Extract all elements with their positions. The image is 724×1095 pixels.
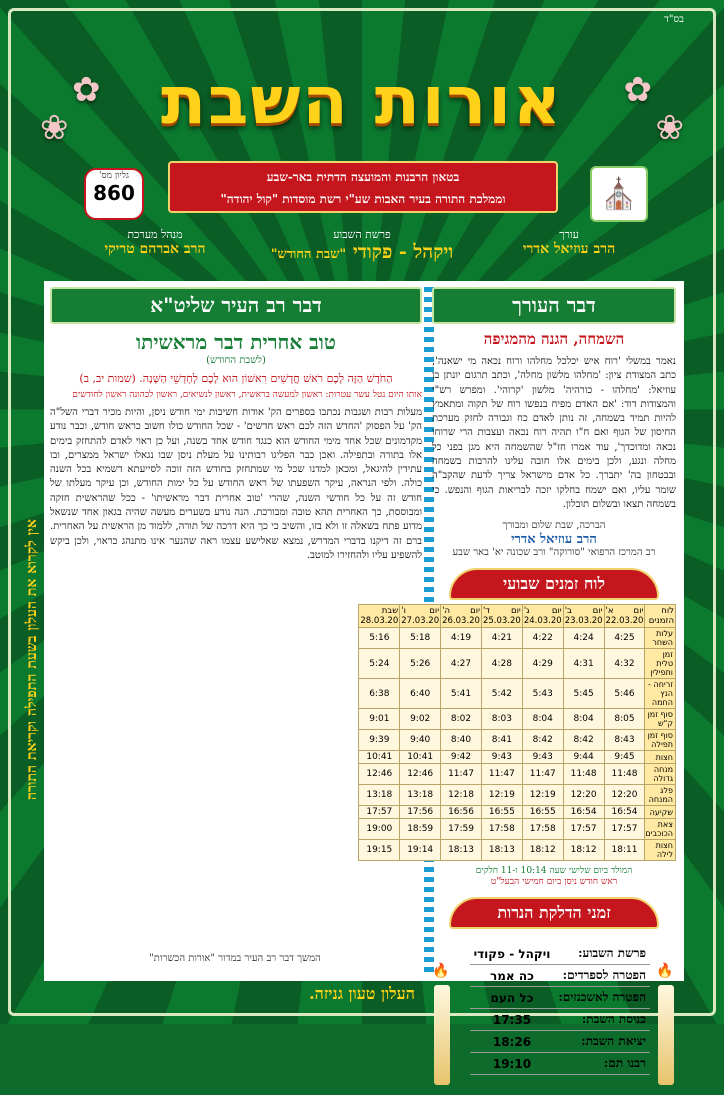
zmanim-cell: 9:39 [359, 730, 400, 751]
zmanim-header-cell: יום ו' 27.03.20 [401, 606, 440, 627]
newsletter-title: אורות השבת [161, 62, 563, 139]
zmanim-cell: 8:04 [563, 709, 604, 730]
zmanim-cell: 13:18 [359, 785, 400, 806]
zmanim-cell: 5:42 [481, 679, 522, 709]
editor-heading: דבר העורך [432, 287, 676, 324]
hadlaka-value: 18:26 [470, 1031, 555, 1053]
candle-lighting-box [432, 935, 676, 1095]
zmanim-cell: 8:42 [563, 730, 604, 751]
rabbi-heading: דבר רב העיר שליט"א [50, 287, 422, 324]
manager-name: הרב אברהם טריקי [104, 241, 206, 257]
zmanim-cell: 18:13 [481, 840, 522, 861]
zmanim-cell: 5:41 [441, 679, 482, 709]
zmanim-cell: 5:43 [522, 679, 563, 709]
zmanim-cell: 5:16 [359, 628, 400, 649]
issue-label: גליון מס' [99, 171, 129, 181]
zmanim-cell: 8:03 [481, 709, 522, 730]
signature-title: רב המרכז הרפואי "סורוקה" ורב שכונה יא' באר שבע [452, 547, 656, 559]
hadlaka-row [470, 1053, 650, 1075]
manager-label: מנהל מערכת [127, 228, 183, 241]
zmanim-cell: 17:57 [563, 819, 604, 840]
hadlaka-value: כל העם [470, 987, 555, 1009]
issue-box [84, 168, 144, 220]
zmanim-cell: 4:27 [441, 649, 482, 679]
zmanim-header-cell: יום ד' 25.03.20 [482, 606, 521, 627]
zmanim-cell: 12:46 [400, 764, 441, 785]
zmanim-header-cell: יום ב' 23.03.20 [564, 606, 603, 627]
zmanim-cell: 12:18 [441, 785, 482, 806]
zmanim-cell: 9:43 [481, 751, 522, 764]
hadlaka-table [470, 943, 650, 1075]
flower-icon: ❀ [655, 108, 684, 148]
zmanim-cell: 18:11 [604, 840, 645, 861]
zmanim-cell: 9:43 [522, 751, 563, 764]
rabbi-subheading: טוב אחרית דבר מראשיתו [136, 330, 336, 354]
zmanim-header-cell: יום א' 22.03.20 [605, 606, 644, 627]
zmanim-cell: 18:59 [400, 819, 441, 840]
zmanim-cell: 4:31 [563, 649, 604, 679]
zmanim-cell: 4:29 [522, 649, 563, 679]
zmanim-cell: 6:38 [359, 679, 400, 709]
zmanim-cell: 8:42 [522, 730, 563, 751]
zmanim-title: לוח זמנים שבועי [449, 568, 659, 600]
zmanim-cell: 5:26 [400, 649, 441, 679]
hadlaka-row [470, 1009, 650, 1031]
zmanim-cell: 11:47 [441, 764, 482, 785]
zmanim-cell: 19:00 [359, 819, 400, 840]
editor-signature [432, 520, 676, 558]
zmanim-row-label: עלות השחר [645, 628, 676, 649]
zmanim-cell: 13:18 [400, 785, 441, 806]
rabbi-note: (לשבת החודש) [206, 355, 266, 366]
zmanim-cell: 16:55 [481, 806, 522, 819]
zmanim-cell: 8:43 [604, 730, 645, 751]
zmanim-row-label: שקיעה [645, 806, 676, 819]
footer-geniza-note: העלון טעון גניזה. [309, 984, 415, 1003]
flower-icon: ✿ [72, 70, 101, 110]
zmanim-cell: 9:45 [604, 751, 645, 764]
signature-intro: הברכה, שבת שלום ומבורך [502, 520, 606, 532]
zmanim-cell: 4:25 [604, 628, 645, 649]
zmanim-cell: 9:01 [359, 709, 400, 730]
zmanim-cell: 17:56 [400, 806, 441, 819]
flower-icon: ❀ [40, 108, 69, 148]
zmanim-cell: 9:40 [400, 730, 441, 751]
zmanim-cell: 17:58 [481, 819, 522, 840]
zmanim-cell: 18:13 [441, 840, 482, 861]
zmanim-cell: 10:41 [400, 751, 441, 764]
editor-label: עורך [559, 228, 579, 241]
zmanim-cell: 5:45 [563, 679, 604, 709]
zmanim-cell: 12:46 [359, 764, 400, 785]
side-warning-text: אין לקרוא את העלון בשעת התפילה וקריאת התורה [24, 519, 40, 801]
zmanim-row-label: פלג המנחה [645, 785, 676, 806]
zmanim-cell: 9:42 [441, 751, 482, 764]
rosh-chodesh-line: ראש חודש ניסן ביום חמישי הבעל"ט [490, 877, 618, 888]
hadlaka-label: הפטרה לאשכנזים: [554, 987, 650, 1009]
zmanim-cell: 11:48 [563, 764, 604, 785]
zmanim-cell: 5:24 [359, 649, 400, 679]
zmanim-cell: 12:20 [563, 785, 604, 806]
zmanim-cell: 4:32 [604, 649, 645, 679]
zmanim-cell: 18:12 [522, 840, 563, 861]
zmanim-cell: 8:40 [441, 730, 482, 751]
zmanim-cell: 19:15 [359, 840, 400, 861]
editor-subheading: השמחה, הגנה מהמגיפה [483, 330, 625, 348]
zmanim-cell: 10:41 [359, 751, 400, 764]
zmanim-row-label: סוף זמן ק"ש [645, 709, 676, 730]
kol-yehuda-logo: ⛪ [590, 166, 648, 222]
hadlaka-row [470, 1031, 650, 1053]
zmanim-cell: 4:22 [522, 628, 563, 649]
molad-info [432, 865, 676, 887]
zmanim-cell: 6:40 [400, 679, 441, 709]
zmanim-cell: 9:02 [400, 709, 441, 730]
parasha-name [252, 241, 472, 264]
zmanim-row-label: צאת הכוכבים [645, 819, 676, 840]
zmanim-cell: 16:54 [563, 806, 604, 819]
rabbi-verse: הַחֹדֶשׁ הַזֶּה לָכֶם רֹאשׁ חֳדָשִׁים רִאשׁוֹן הוּא לָכֶם לְחָדְשֵׁי הַשָּׁנָה. (שמות יב, ב) [79, 372, 393, 385]
zmanim-cell: 5:18 [400, 628, 441, 649]
zmanim-cell: 8:02 [441, 709, 482, 730]
hadlaka-label: פרשת השבוע: [554, 943, 650, 965]
molad-line: המולד ביום שלישי שעה 10:14 ו-11 חלקים [475, 866, 633, 877]
hadlaka-title: זמני הדלקת הנרות [449, 897, 659, 929]
editor-block [494, 228, 644, 258]
rabbi-continuation-note: המשך דבר רב העיר במדור "אורות הכשרות" [149, 953, 321, 964]
hadlaka-value: 19:10 [470, 1053, 555, 1075]
hadlaka-label: רבנו תם: [554, 1053, 650, 1075]
manager-block [80, 228, 230, 258]
zmanim-cell: 12:19 [522, 785, 563, 806]
zmanim-cell: 4:28 [481, 649, 522, 679]
zmanim-cell: 4:19 [441, 628, 482, 649]
rabbi-column [50, 287, 422, 977]
parasha-label: פרשת השבוע [333, 228, 391, 241]
zmanim-cell: 17:59 [441, 819, 482, 840]
zmanim-cell: 8:41 [481, 730, 522, 751]
header-ribbon [168, 161, 558, 213]
zmanim-cell: 8:04 [522, 709, 563, 730]
zmanim-cell: 17:57 [359, 806, 400, 819]
zmanim-cell: 11:47 [481, 764, 522, 785]
zmanim-cell: 19:14 [400, 840, 441, 861]
zmanim-cell: 12:19 [481, 785, 522, 806]
zmanim-cell: 12:20 [604, 785, 645, 806]
zmanim-row-label: מנחה גדולה [645, 764, 676, 785]
zmanim-cell: 11:47 [522, 764, 563, 785]
ribbon-line-2: וממלכת התורה בעיר האבות שע"י רשת מוסדות "קול יהודה" [220, 192, 506, 206]
zmanim-cell: 16:56 [441, 806, 482, 819]
zmanim-row-label: זמן טלית ותפילין [645, 649, 676, 679]
shabbat-name: "שבת החודש" [270, 247, 347, 262]
zmanim-cell: 4:21 [481, 628, 522, 649]
zmanim-header-cell: לוח הזמנים [645, 605, 676, 628]
zmanim-row-label: סוף זמן תפילה [645, 730, 676, 751]
rabbi-small-note: אותו היום נטל עשר עטרות: ראשון למעשה בראשית, ראשון לנשיאים, ראשון לכהונה ראשון לחודשים [72, 390, 422, 400]
ribbon-line-1: בטאון הרבנות והמועצה הדתית באר-שבע [266, 170, 460, 184]
zmanim-cell: 4:24 [563, 628, 604, 649]
parasha-title: ויקהל - פקודי [352, 241, 454, 263]
zmanim-cell: 9:44 [563, 751, 604, 764]
hadlaka-value: 17:35 [470, 1009, 555, 1031]
zmanim-cell: 18:12 [563, 840, 604, 861]
bsd-mark: בס"ד [664, 14, 684, 25]
hadlaka-value: ויקהל - פקודי [470, 943, 555, 965]
zmanim-header-cell: יום ג' 24.03.20 [523, 606, 562, 627]
zmanim-cell: 16:55 [522, 806, 563, 819]
editor-body: נאמר במשלי 'רוח איש יכלכל מחלהו ורוח נכאה מי ישאנה', כתב המצודת ציון: 'מחלהו מלשון מחלה', וכתב תרגום יונתן בן עוזיאל: 'מחלהו - כורהיה' מלשון 'קרוהי'. ומפרש רש"י והמצודות דוד: 'אם האדם מפיח בנפשו רוח של תקוה ומתאמץ להיות תמיד בשמחה, זה נותן לאדם כח וגבורה לחזק מערכת החיסון של הגוף ואם ח"ו תהיה רוח נכאה ועצבות הרי שרוחו נכאה ומדוכדך', עוד אמרו חז"ל שהשמחה היא מגן בפני כל מחלה ונגע, ולכן בימים אלו חובה עלינו להרבות בשמחה ובבטחון בה' יתברך. כל אדם מישראל צריך לדעת שהקב"ה שומר עליו, ואם ישמח בחלקו יזכה לבריאות הגוף והנפש. כי בשמחה תצאו ובשלום תובלון. [432, 356, 676, 510]
hadlaka-row [470, 943, 650, 965]
signature-name: הרב עוזיאל אדרי [511, 532, 597, 548]
zmanim-cell: 11:48 [604, 764, 645, 785]
hadlaka-value: כה אמר [470, 965, 555, 987]
zmanim-row-label: זריחה - הנץ החמה [645, 679, 676, 709]
zmanim-cell: 16:54 [604, 806, 645, 819]
zmanim-row-label: חצות לילה [645, 840, 676, 861]
hadlaka-label: הפטרה לספרדים: [554, 965, 650, 987]
zmanim-cell: 5:46 [604, 679, 645, 709]
flower-icon: ✿ [623, 70, 652, 110]
zmanim-header-cell: יום ה' 26.03.20 [442, 606, 480, 627]
editor-name: הרב עוזיאל אדרי [522, 241, 616, 257]
zmanim-header-cell: שבת 28.03.20 [360, 606, 399, 627]
hadlaka-label: כניסת השבת: [554, 1009, 650, 1031]
zmanim-row-label: חצות [645, 751, 676, 764]
issue-number: 860 [93, 181, 135, 205]
hadlaka-label: יציאת השבת: [554, 1031, 650, 1053]
parasha-block [252, 228, 472, 264]
zmanim-cell: 8:05 [604, 709, 645, 730]
zmanim-cell: 17:57 [604, 819, 645, 840]
rabbi-body: מעלות רבות ושגבות נכתבו בספרים הק' אודות חשיבות ימי חודש ניסן, והיות מכיר דברי השל"ה הק' על הפסוק 'החדש הזה לכם ראש חדשים' - שכל החודש כולו חשוב כראש חודש, וכבר נודע מקדמונים שכל אחד מימי החודש הוא כנגד חודש אחד בשנה, ועל כן ראוי לאדם להתחזק בימים אלו בתורה ובתפילה. ואכן כבר הפליגו רבותינו על מעלת ניסן שבו נגאלו ישראל ממצרים, ובו עתידין להיגאל, ומכאן למדנו שכל מי שמתחזק בחודש הזה זוכה לסייעתא דשמיא בכל השנה כולה. ולפי הנראה, עיקר השפעתו של ראש החודש על כל ימות החודש, וכן עיקר מעלתו של חודש זה על כל חודשי השנה, שהרי 'טוב אחרית דבר מראשיתו' - ככל שהראשית חזקה ומבוססת, כך האחרית תהא טובה ומבורכת. הנה נודע בשערים מעשה שהיה בגאון אחד שנשאל מדוע פתח בשאלה זו ולא בזו, והשיב כי כך היא דרכה של תורה, ללמוד מן הראשית על האחרית. ברם זה דיקנו בדברי המדרש, נמצא שאלישע עצמו ראה שהנער אינו מתנהג כראוי, ולכן ביקש להשפיע עליו ולהחזירו למוטב. [50, 407, 422, 561]
zmanim-cell: 17:58 [522, 819, 563, 840]
